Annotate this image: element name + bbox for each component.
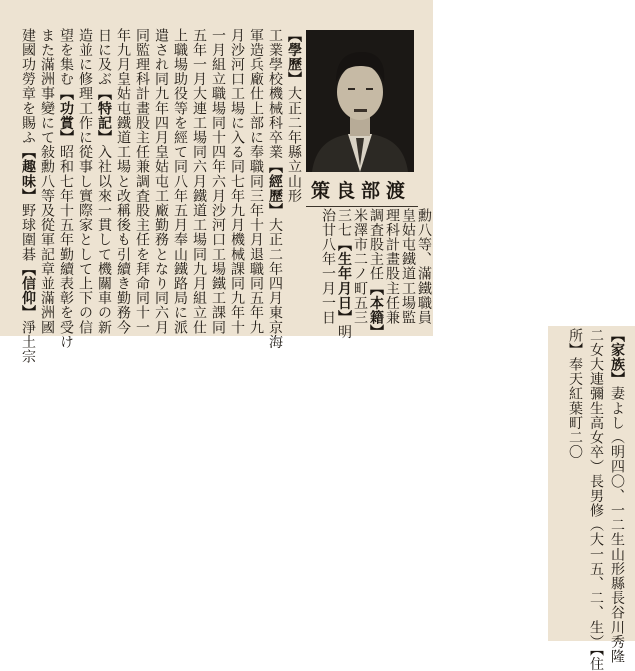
text-column <box>114 28 130 336</box>
text-column <box>57 28 74 350</box>
text-column <box>247 28 263 336</box>
body-text: 望を集む <box>58 28 74 87</box>
text-column <box>587 328 604 671</box>
text-column <box>209 28 225 336</box>
body-text: 米澤市二ノ町五三 <box>352 208 368 325</box>
section-heading: 【本籍】 <box>368 281 384 340</box>
body-text: 二女大連彌生高女卒）長男修（大一五、二、生）【住 <box>588 328 604 671</box>
text-column <box>566 328 582 641</box>
body-text: 建國功勞章を賜ふ <box>20 28 36 145</box>
text-column <box>152 28 168 336</box>
portrait-photo <box>306 30 414 172</box>
body-text: 月沙河口工場に入る同七年九月機械課同九年十 <box>229 28 245 335</box>
text-column <box>228 28 244 336</box>
section-heading: 【信仰】 <box>20 261 36 321</box>
body-text: 調査股主任 <box>368 208 384 281</box>
body-text: 軍造兵廠仕上部に奉職同三年十月退職同五年九 <box>248 28 264 335</box>
body-text: 大正二年四月東京海 <box>267 217 283 350</box>
body-text: 入社以來一貫して機關車の新 <box>96 144 112 335</box>
text-column <box>38 28 54 336</box>
body-text: 大正二年縣立山形 <box>286 86 302 204</box>
section-heading: 【特記】 <box>96 86 112 145</box>
body-text: 理科計畫股主任兼 <box>384 208 400 325</box>
text-column <box>19 28 36 364</box>
body-text: 遣され同九年四月皇姑屯工廠勤務となり同六月 <box>153 28 169 335</box>
section-heading: 【學歷】 <box>286 28 302 87</box>
text-column <box>76 28 92 336</box>
section-heading: 【家族】 <box>609 328 625 387</box>
text-column <box>351 208 367 336</box>
text-column <box>319 208 335 336</box>
body-text: また滿洲事變にて敍勳八等及從軍記章並滿洲國 <box>39 28 55 335</box>
body-text: 造並に修理工作に從事し實際家として上下の信 <box>77 28 93 335</box>
text-column <box>399 208 415 336</box>
body-text: 勳八等、滿鐵職員 <box>416 208 432 325</box>
portrait-figure <box>306 30 414 172</box>
body-text: 昭和七年十五年勤續表彰を受け <box>58 144 74 350</box>
body-text: 三七 <box>336 208 352 238</box>
text-column <box>133 28 149 336</box>
section-heading: 【生年月日】 <box>336 237 352 325</box>
text-column <box>415 208 431 336</box>
text-column <box>608 328 625 664</box>
section-heading: 【功賞】 <box>58 86 74 145</box>
body-text: 所】奉天紅葉町二〇 <box>567 328 583 460</box>
body-text: 五年一月大連工場同六月鐵道工場同九月組立仕 <box>191 28 207 335</box>
text-column <box>383 208 399 336</box>
text-column <box>285 28 301 336</box>
section-heading: 【趣味】 <box>20 144 36 204</box>
text-column <box>335 208 352 340</box>
body-text: 年九月皇姑屯鐵道工場と改稱後も引續き勤務今 <box>115 28 131 335</box>
body-text: 工業學校機械科卒業 <box>267 28 283 160</box>
body-text: 淨土宗 <box>20 320 36 364</box>
body-text: 同監理科計畫股主任兼調査股主任を拜命同十一 <box>134 28 150 335</box>
body-text: 治廿八年一月一日 <box>320 208 336 325</box>
section-heading: 【經歷】 <box>267 159 283 218</box>
text-column <box>171 28 187 336</box>
text-column <box>95 28 111 336</box>
body-text: 明 <box>336 324 352 340</box>
body-text: 日に及ぶ <box>96 28 112 87</box>
body-text: 上職場助役等を經て同八年五月奉山鐵路局に派 <box>172 28 188 335</box>
person-name: 渡部良策 <box>310 180 411 202</box>
text-column <box>266 28 283 350</box>
text-column <box>367 208 384 340</box>
body-text: 妻よし（明四〇、一二生山形縣長谷川秀隆 <box>609 386 625 664</box>
body-text: 一月組立職場同十四年六月沙河口工場鐵工課同 <box>210 28 226 335</box>
text-column <box>190 28 206 336</box>
body-text: 野球圍碁 <box>20 203 36 262</box>
body-text: 皇姑屯鐵道工場監 <box>400 208 416 325</box>
name-underline <box>306 206 418 207</box>
